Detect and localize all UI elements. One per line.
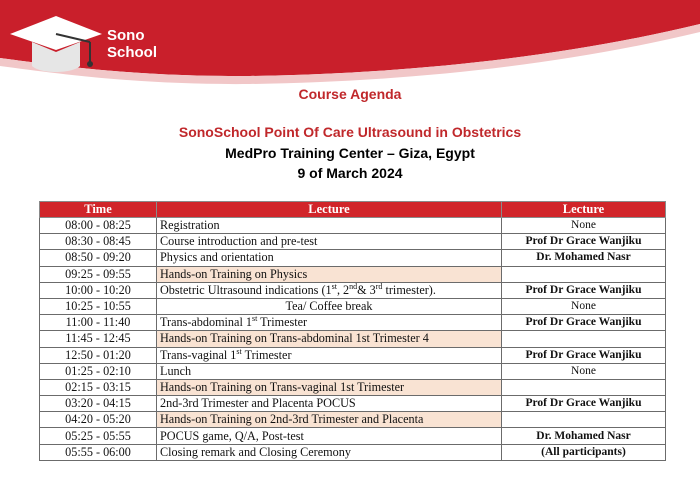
- row-time: 11:45 - 12:45: [40, 331, 157, 347]
- row-lecture: [157, 347, 502, 363]
- row-speaker: (All participants): [502, 444, 666, 460]
- header-speaker: Lecture: [502, 202, 666, 218]
- table-row: [40, 282, 666, 298]
- table-row: [40, 428, 666, 444]
- lecture-text: trimester).: [382, 282, 436, 297]
- table-row: [40, 331, 666, 347]
- row-speaker: Prof Dr Grace Wanjiku: [502, 347, 666, 363]
- brand-line2: School: [107, 44, 158, 61]
- row-lecture: Closing remark and Closing Ceremony: [157, 444, 502, 460]
- row-speaker: [502, 266, 666, 282]
- row-lecture: Physics and orientation: [157, 250, 502, 266]
- row-speaker: [502, 379, 666, 395]
- lecture-text: Trimester: [257, 315, 308, 330]
- row-speaker: [502, 412, 666, 428]
- ordinal-suffix: st: [251, 314, 258, 324]
- ordinal-suffix: rd: [375, 281, 383, 291]
- table-row: [40, 234, 666, 250]
- lecture-text: Obstetric Ultrasound indications (1: [160, 282, 332, 297]
- row-lecture: Lunch: [157, 363, 502, 379]
- date-title: 9 of March 2024: [297, 165, 403, 181]
- venue-title: MedPro Training Center – Giza, Egypt: [225, 145, 475, 161]
- row-speaker: Dr. Mohamed Nasr: [502, 428, 666, 444]
- table-row: [40, 444, 666, 460]
- row-time: 08:00 - 08:25: [40, 218, 157, 234]
- table-row: [40, 379, 666, 395]
- lecture-text: , 2: [336, 282, 350, 297]
- row-lecture: Course introduction and pre-test: [157, 234, 502, 250]
- header-lecture: Lecture: [157, 202, 502, 218]
- row-speaker: Prof Dr Grace Wanjiku: [502, 315, 666, 331]
- row-time: 10:25 - 10:55: [40, 298, 157, 314]
- agenda-title: Course Agenda: [298, 86, 402, 102]
- row-speaker: Prof Dr Grace Wanjiku: [502, 234, 666, 250]
- row-time: 12:50 - 01:20: [40, 347, 157, 363]
- lecture-text: Trans-abdominal 1: [160, 315, 252, 330]
- row-speaker: None: [502, 298, 666, 314]
- row-lecture: Hands-on Training on Physics: [157, 266, 502, 282]
- row-time: 03:20 - 04:15: [40, 396, 157, 412]
- table-row: [40, 250, 666, 266]
- row-speaker: None: [502, 218, 666, 234]
- table-row: [40, 412, 666, 428]
- table-row: [40, 266, 666, 282]
- table-header-row: [40, 202, 666, 218]
- row-time: 05:25 - 05:55: [40, 428, 157, 444]
- row-time: 09:25 - 09:55: [40, 266, 157, 282]
- row-speaker: [502, 331, 666, 347]
- lecture-text: & 3: [357, 282, 376, 297]
- row-time: 01:25 - 02:10: [40, 363, 157, 379]
- table-row: [40, 315, 666, 331]
- row-time: 11:00 - 11:40: [40, 315, 157, 331]
- row-lecture: Tea/ Coffee break: [157, 298, 502, 314]
- agenda-table: [39, 201, 666, 461]
- row-lecture: Hands-on Training on 2nd-3rd Trimester and Placenta: [157, 412, 502, 428]
- ordinal-suffix: st: [236, 346, 242, 356]
- ordinal-suffix: nd: [349, 281, 358, 291]
- table-row: [40, 396, 666, 412]
- table-row: [40, 347, 666, 363]
- row-speaker: Prof Dr Grace Wanjiku: [502, 282, 666, 298]
- graduation-cap-icon: [4, 4, 184, 80]
- row-lecture: Hands-on Training on Trans-abdominal 1st Trimester 4: [157, 331, 502, 347]
- lecture-text: Trans-vaginal 1: [160, 347, 237, 362]
- table-row: [40, 298, 666, 314]
- row-time: 04:20 - 05:20: [40, 412, 157, 428]
- row-time: 10:00 - 10:20: [40, 282, 157, 298]
- row-lecture: Hands-on Training on Trans-vaginal 1st Trimester: [157, 379, 502, 395]
- row-lecture: Registration: [157, 218, 502, 234]
- header-banner: [0, 0, 700, 90]
- row-lecture: [157, 315, 502, 331]
- agenda-body: [40, 218, 666, 461]
- table-row: [40, 363, 666, 379]
- row-time: 02:15 - 03:15: [40, 379, 157, 395]
- table-row: [40, 218, 666, 234]
- ordinal-suffix: st: [331, 281, 337, 291]
- row-lecture: 2nd-3rd Trimester and Placenta POCUS: [157, 396, 502, 412]
- row-lecture: [157, 282, 502, 298]
- header-time: Time: [40, 202, 157, 218]
- row-time: 08:50 - 09:20: [40, 250, 157, 266]
- row-time: 05:55 - 06:00: [40, 444, 157, 460]
- row-speaker: None: [502, 363, 666, 379]
- row-lecture: POCUS game, Q/A, Post-test: [157, 428, 502, 444]
- row-speaker: Prof Dr Grace Wanjiku: [502, 396, 666, 412]
- row-speaker: Dr. Mohamed Nasr: [502, 250, 666, 266]
- brand-line1: Sono: [107, 27, 145, 44]
- lecture-text: Trimester: [241, 347, 292, 362]
- row-time: 08:30 - 08:45: [40, 234, 157, 250]
- course-title: SonoSchool Point Of Care Ultrasound in Obstetrics: [178, 124, 522, 140]
